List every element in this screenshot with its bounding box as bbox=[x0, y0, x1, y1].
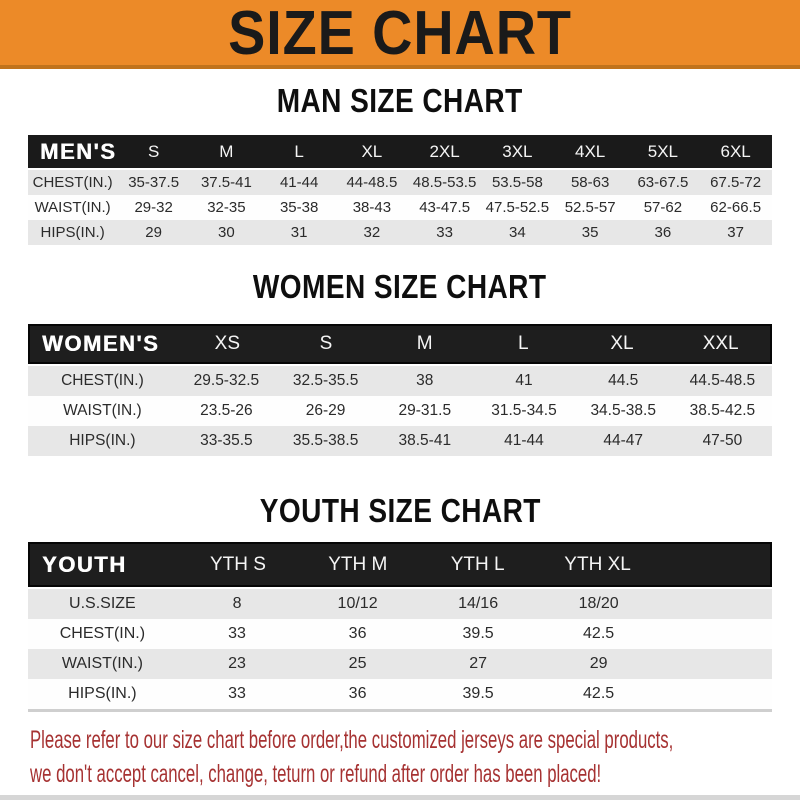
table-header-row bbox=[28, 135, 772, 168]
value-cell: 37 bbox=[727, 224, 744, 241]
value-cell: 8 bbox=[232, 595, 242, 612]
row-label-cell: HIPS(IN.) bbox=[68, 685, 137, 702]
size-header-cell: 6XL bbox=[720, 141, 751, 161]
value-cell: 41 bbox=[515, 372, 533, 389]
size-header-cell: 5XL bbox=[647, 141, 678, 161]
value-cell: 36 bbox=[348, 625, 367, 642]
value-cell: 35-38 bbox=[279, 199, 319, 216]
table-row bbox=[28, 649, 772, 679]
size-header-cell: XS bbox=[214, 333, 240, 354]
value-cell: 38 bbox=[416, 372, 434, 389]
value-cell: 18/20 bbox=[578, 595, 619, 612]
men-size-table bbox=[28, 135, 772, 245]
value-cell: 36 bbox=[348, 685, 367, 702]
value-cell: 41-44 bbox=[504, 432, 544, 449]
value-cell: 38-43 bbox=[352, 199, 392, 216]
value-cell: 47.5-52.5 bbox=[485, 199, 550, 216]
women-size-chart-heading bbox=[0, 268, 800, 306]
value-cell: 29-31.5 bbox=[398, 402, 452, 419]
value-cell: 29 bbox=[589, 655, 608, 672]
table-header-row bbox=[28, 542, 772, 587]
note-line-1: Please refer to our size chart before order,the customized jerseys are special products, bbox=[30, 726, 674, 754]
value-cell: 33-35.5 bbox=[200, 432, 253, 449]
size-header-cell: L bbox=[518, 333, 529, 354]
value-cell: 23.5-26 bbox=[200, 402, 253, 419]
value-cell: 44.5-48.5 bbox=[689, 372, 756, 389]
table-row bbox=[28, 589, 772, 619]
value-cell: 44.5 bbox=[608, 372, 639, 389]
man-heading-text: MAN SIZE CHART bbox=[277, 82, 523, 119]
value-cell: 32.5-35.5 bbox=[292, 372, 359, 389]
row-label-cell: CHEST(IN.) bbox=[61, 372, 144, 389]
value-cell: 30 bbox=[218, 224, 235, 241]
value-cell: 29-32 bbox=[134, 199, 173, 216]
bottom-border bbox=[0, 795, 800, 800]
value-cell: 34 bbox=[509, 224, 526, 241]
size-header-cell: YTH L bbox=[450, 553, 505, 575]
value-cell: 29 bbox=[145, 224, 162, 241]
value-cell: 42.5 bbox=[583, 625, 615, 642]
value-cell: 38.5-41 bbox=[398, 432, 452, 449]
row-label-cell: HIPS(IN.) bbox=[69, 432, 136, 449]
value-cell: 38.5-42.5 bbox=[689, 402, 756, 419]
size-header-cell: M bbox=[416, 333, 433, 354]
size-header-cell: XL bbox=[610, 333, 634, 354]
value-cell: 27 bbox=[469, 655, 487, 672]
man-size-chart-heading bbox=[0, 82, 800, 120]
row-label-cell: U.S.SIZE bbox=[69, 595, 136, 612]
value-cell: 31 bbox=[290, 224, 308, 241]
value-cell: 53.5-58 bbox=[491, 174, 543, 191]
value-cell: 10/12 bbox=[337, 595, 378, 612]
value-cell: 62-66.5 bbox=[710, 199, 762, 216]
size-header-cell: YTH S bbox=[209, 553, 266, 575]
table-row bbox=[28, 396, 772, 426]
value-cell: 25 bbox=[348, 655, 367, 672]
value-cell: 41-44 bbox=[279, 174, 319, 191]
size-header-cell: XXL bbox=[702, 333, 739, 354]
table-row bbox=[28, 679, 772, 709]
value-cell: 23 bbox=[228, 655, 246, 672]
size-header-cell: 2XL bbox=[429, 141, 460, 161]
size-header-cell: YTH M bbox=[328, 553, 388, 575]
row-label-cell: WAIST(IN.) bbox=[34, 199, 111, 216]
value-cell: 33 bbox=[436, 224, 453, 241]
value-cell: 52.5-57 bbox=[564, 199, 616, 216]
size-header-cell: XL bbox=[361, 141, 383, 161]
youth-size-chart-heading bbox=[0, 492, 800, 530]
row-label-cell: CHEST(IN.) bbox=[32, 174, 113, 191]
table-row bbox=[28, 195, 772, 220]
row-label-cell: CHEST(IN.) bbox=[59, 625, 146, 642]
value-cell: 35.5-38.5 bbox=[292, 432, 359, 449]
value-cell: 35-37.5 bbox=[128, 174, 180, 191]
value-cell: 47-50 bbox=[702, 432, 743, 449]
women-heading-text: WOMEN SIZE CHART bbox=[253, 268, 547, 305]
size-header-cell: M bbox=[219, 141, 234, 161]
value-cell: 35 bbox=[581, 224, 599, 241]
value-cell: 39.5 bbox=[462, 685, 494, 702]
banner-title: SIZE CHART bbox=[228, 0, 572, 68]
size-header-cell: 3XL bbox=[502, 141, 533, 161]
value-cell: 32 bbox=[363, 224, 381, 241]
table-row bbox=[28, 220, 772, 245]
youth-heading-text: YOUTH SIZE CHART bbox=[259, 492, 541, 529]
value-cell: 42.5 bbox=[583, 685, 615, 702]
value-cell: 26-29 bbox=[305, 402, 346, 419]
size-header-cell: S bbox=[319, 333, 333, 354]
value-cell: 43-47.5 bbox=[419, 199, 471, 216]
table-header-row bbox=[28, 324, 772, 364]
table-row bbox=[28, 426, 772, 456]
size-header-cell: S bbox=[147, 141, 160, 161]
value-cell: 63-67.5 bbox=[637, 174, 689, 191]
table-title-cell: WOMEN'S bbox=[42, 331, 160, 356]
youth-size-table bbox=[28, 542, 772, 712]
size-header-cell: YTH XL bbox=[564, 553, 631, 575]
value-cell: 37.5-41 bbox=[200, 174, 252, 191]
row-label-cell: WAIST(IN.) bbox=[61, 655, 143, 672]
women-size-table bbox=[28, 324, 772, 456]
value-cell: 33 bbox=[228, 685, 246, 702]
table-row bbox=[28, 619, 772, 649]
value-cell: 44-48.5 bbox=[346, 174, 398, 191]
value-cell: 36 bbox=[654, 224, 672, 241]
table-row bbox=[28, 366, 772, 396]
value-cell: 39.5 bbox=[462, 625, 494, 642]
order-policy-note bbox=[30, 723, 800, 791]
row-label-cell: WAIST(IN.) bbox=[63, 402, 142, 419]
value-cell: 48.5-53.5 bbox=[412, 174, 477, 191]
value-cell: 29.5-32.5 bbox=[193, 372, 260, 389]
value-cell: 57-62 bbox=[643, 199, 683, 216]
table-title-cell: YOUTH bbox=[42, 551, 127, 577]
value-cell: 58-63 bbox=[570, 174, 610, 191]
table-title-cell: MEN'S bbox=[40, 138, 117, 164]
value-cell: 31.5-34.5 bbox=[491, 402, 557, 419]
size-header-cell: L bbox=[294, 141, 304, 161]
table-row bbox=[28, 170, 772, 195]
value-cell: 67.5-72 bbox=[710, 174, 762, 191]
value-cell: 33 bbox=[228, 625, 246, 642]
size-header-cell: 4XL bbox=[575, 141, 606, 161]
size-chart-banner bbox=[0, 0, 800, 69]
value-cell: 44-47 bbox=[603, 432, 644, 449]
value-cell: 34.5-38.5 bbox=[590, 402, 656, 419]
value-cell: 14/16 bbox=[458, 595, 499, 612]
value-cell: 32-35 bbox=[207, 199, 246, 216]
note-line-2: we don't accept cancel, change, teturn or refund after order has been placed! bbox=[30, 760, 602, 788]
row-label-cell: HIPS(IN.) bbox=[40, 224, 105, 241]
